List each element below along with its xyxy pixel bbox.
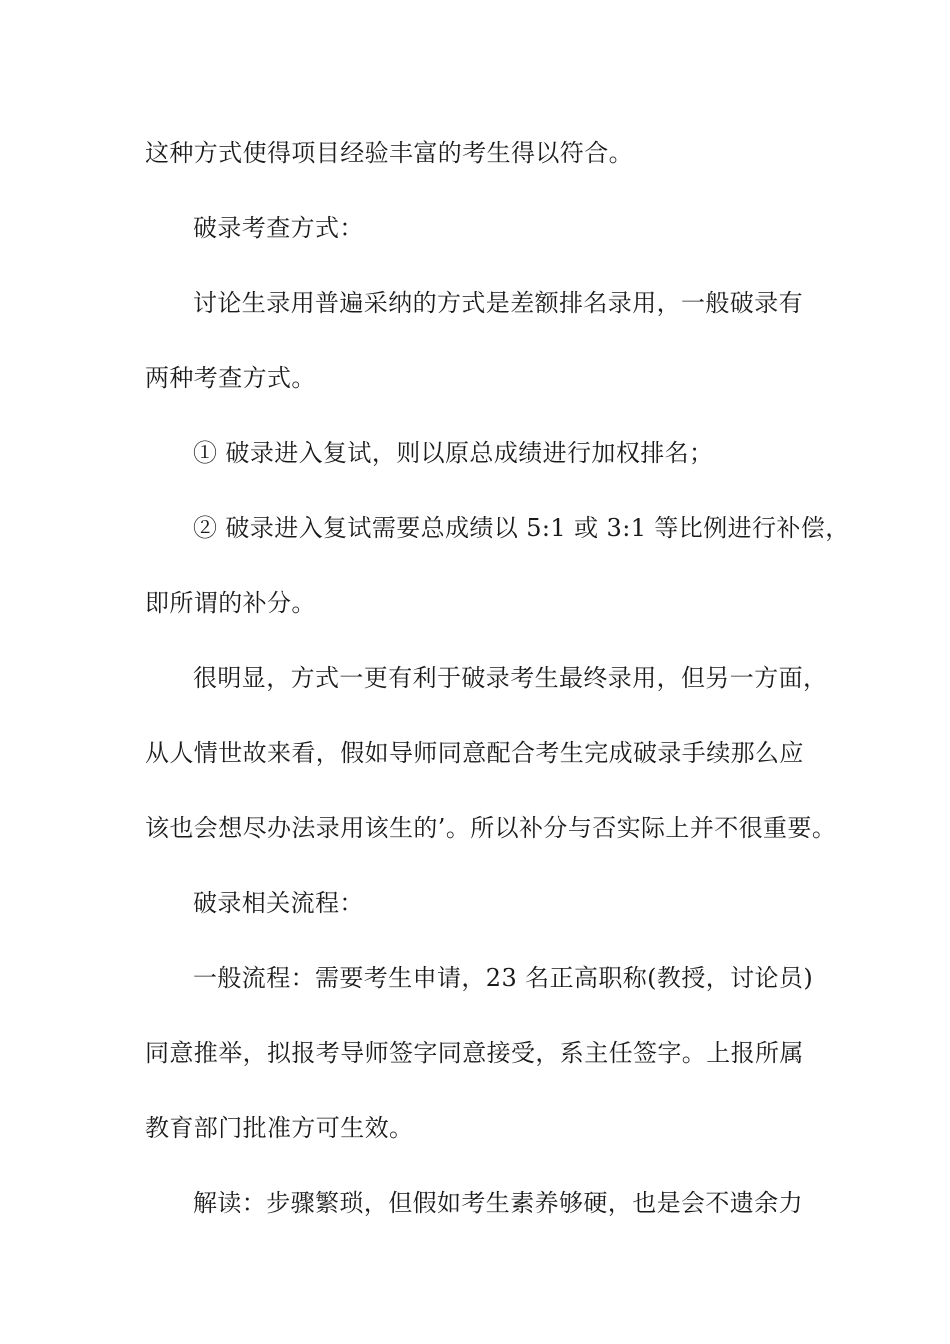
text-line-13: 同意推举，拟报考导师签字同意接受，系主任签字。上报所属: [145, 1039, 804, 1067]
text-line-3: 讨论生录用普遍采纳的方式是差额排名录用，一般破录有: [193, 289, 803, 317]
text-line-9: 从人情世故来看，假如导师同意配合考生完成破录手续那么应: [145, 739, 804, 767]
list-item-1: ① 破录进入复试，则以原总成绩进行加权排名；: [193, 439, 714, 467]
text-line-12: 一般流程：需要考生申请，23 名正高职称(教授，讨论员): [193, 964, 814, 992]
section-heading-exam-method: 破录考查方式：: [193, 214, 364, 242]
text-line-15: 解读：步骤繁琐，但假如考生素养够硬，也是会不遗余力: [193, 1189, 803, 1217]
text-line-8: 很明显，方式一更有利于破录考生最终录用，但另一方面，: [193, 664, 828, 692]
list-item-2: ② 破录进入复试需要总成绩以 5:1 或 3:1 等比例进行补偿，: [193, 514, 850, 542]
text-line-14: 教育部门批准方可生效。: [145, 1114, 414, 1142]
text-line-10: 该也会想尽办法录用该生的’。所以补分与否实际上并不很重要。: [145, 814, 837, 842]
text-line-7: 即所谓的补分。: [145, 589, 316, 617]
section-heading-process: 破录相关流程：: [193, 889, 364, 917]
text-line-4: 两种考查方式。: [145, 364, 316, 392]
text-line-1: 这种方式使得项目经验丰富的考生得以符合。: [145, 139, 633, 167]
